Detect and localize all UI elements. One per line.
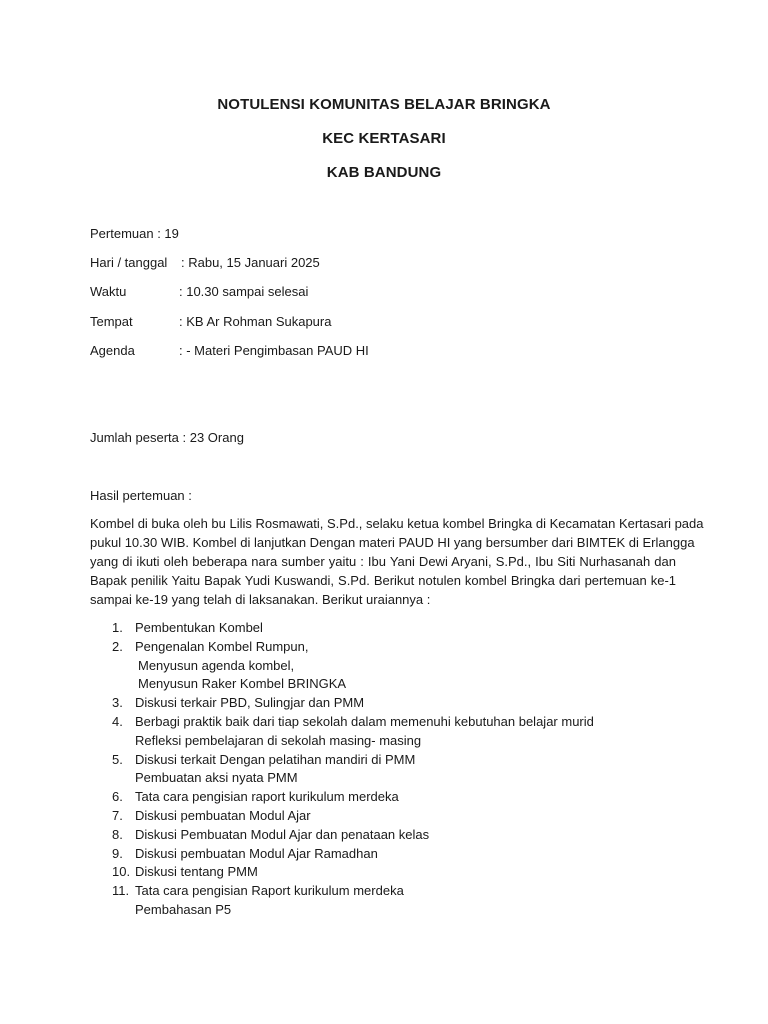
list-item [90, 619, 690, 638]
list-item [90, 638, 690, 657]
list-text: Tata cara pengisian Raport kurikulum merdeka [135, 883, 404, 899]
list-item [90, 675, 690, 694]
list-text: Pembentukan Kombel [135, 620, 263, 635]
list-number: 1. [112, 620, 123, 635]
list-text: Refleksi pembelajaran di sekolah masing- masing [135, 732, 422, 748]
list-item [90, 826, 690, 845]
list-number: 8. [112, 826, 123, 842]
paragraph-line: Bapak penilik Yaitu Bapak Yudi Kuswandi, S.Pd. Berikut notulen kombel Bringka dari pertemuan ke-1 [90, 573, 676, 588]
meta-tempat-value: : KB Ar Rohman Sukapura [179, 314, 332, 329]
meta-waktu [90, 284, 309, 299]
list-number: 6. [112, 789, 123, 805]
list-item [90, 694, 690, 713]
paragraph-line: pukul 10.30 WIB. Kombel di lanjutkan Dengan materi PAUD HI yang bersumber dari BIMTEK di Erlangga [90, 535, 695, 550]
list-text: Menyusun agenda kombel, [138, 657, 295, 673]
list-item [90, 657, 690, 676]
list-number: 7. [112, 807, 123, 823]
list-item [90, 863, 690, 882]
list-item [90, 713, 690, 732]
paragraph-line: yang di ikuti oleh beberapa nara sumber yaitu : Ibu Yani Dewi Aryani, S.Pd., Ibu Siti Nurhasanah dan [90, 554, 676, 569]
list-item [90, 807, 690, 826]
meta-hari-label: Hari / tanggal [90, 255, 168, 270]
list-text: Diskusi terkait Dengan pelatihan mandiri di PMM [135, 751, 416, 767]
list-number: 3. [112, 695, 123, 711]
list-item [90, 751, 690, 770]
list-item [90, 882, 690, 901]
meta-agenda [90, 343, 369, 358]
meta-hari-value: : Rabu, 15 Januari 2025 [181, 255, 320, 270]
meta-agenda-label: Agenda [90, 343, 135, 358]
paragraph-line: sampai ke-19 yang telah di laksanakan. Berikut uraiannya : [90, 592, 431, 607]
notulen-list [90, 619, 690, 920]
list-number: 5. [112, 751, 123, 767]
list-text: Diskusi Pembuatan Modul Ajar dan penataan kelas [135, 826, 430, 842]
list-item [90, 901, 690, 920]
meta-tempat-label: Tempat [90, 314, 133, 329]
document-subtitle-kabupaten: KAB BANDUNG [326, 164, 442, 181]
jumlah-peserta: Jumlah peserta : 23 Orang [90, 430, 244, 445]
meta-waktu-value: : 10.30 sampai selesai [179, 284, 309, 299]
list-text: Diskusi pembuatan Modul Ajar Ramadhan [135, 845, 378, 861]
meta-tempat [90, 314, 332, 329]
list-number: 11. [112, 883, 130, 899]
list-text: Diskusi tentang PMM [135, 864, 258, 880]
document-title: NOTULENSI KOMUNITAS BELAJAR BRINGKA [217, 96, 551, 113]
list-item [90, 732, 690, 751]
list-text: Tata cara pengisian raport kurikulum merdeka [135, 789, 399, 805]
list-item [90, 788, 690, 807]
meta-pertemuan: Pertemuan : 19 [90, 226, 179, 241]
paragraph-line: Kombel di buka oleh bu Lilis Rosmawati, S.Pd., selaku ketua kombel Bringka di Kecamatan Kertasari pada [90, 516, 704, 531]
meta-agenda-value: : - Materi Pengimbasan PAUD HI [179, 343, 369, 358]
list-text: Diskusi terkair PBD, Sulingjar dan PMM [135, 695, 365, 711]
list-text: Berbagi praktik baik dari tiap sekolah dalam memenuhi kebutuhan belajar murid [135, 713, 594, 729]
list-item [90, 845, 690, 864]
hasil-pertemuan-label: Hasil pertemuan : [90, 488, 192, 503]
list-number: 9. [112, 845, 123, 861]
list-number: 10. [112, 864, 131, 880]
meta-hari-tanggal [90, 255, 320, 270]
list-number: 4. [112, 713, 123, 729]
list-number: 2. [112, 638, 123, 654]
list-text: Pembuatan aksi nyata PMM [135, 770, 298, 786]
list-text: Diskusi pembuatan Modul Ajar [135, 807, 311, 823]
list-text: Pengenalan Kombel Rumpun, [135, 638, 309, 654]
hasil-paragraph [90, 514, 704, 609]
list-text: Menyusun Raker Kombel BRINGKA [138, 676, 347, 692]
meta-waktu-label: Waktu [90, 284, 127, 299]
list-item [90, 769, 690, 788]
document-subtitle-kecamatan: KEC KERTASARI [322, 130, 446, 147]
list-text: Pembahasan P5 [135, 901, 232, 917]
